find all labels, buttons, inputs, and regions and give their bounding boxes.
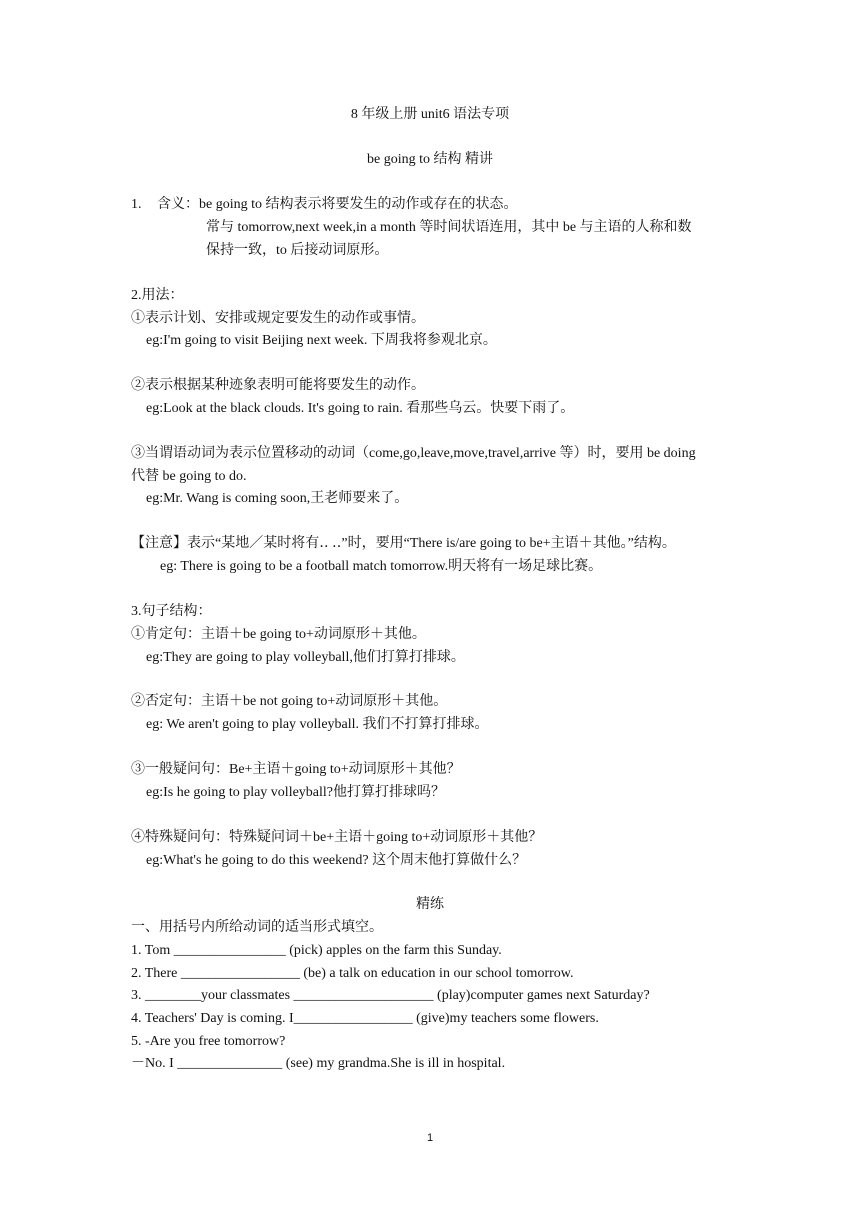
doc-subtitle: be going to 结构 精讲 <box>367 152 493 167</box>
usage3-example: eg:Mr. Wang is coming soon,王老师要来了。 <box>146 491 409 506</box>
section1-note-line1: 常与 tomorrow,next week,in a month 等时间状语连用，其中 be 与主语的人称和数 <box>206 220 692 235</box>
usage2-example: eg:Look at the black clouds. It's going to rain. 看那些乌云。快要下雨了。 <box>146 401 575 416</box>
usage2: ②表示根据某种迹象表明可能将要发生的动作。 <box>131 378 425 393</box>
structure-yesno-question: ③一般疑问句：Be+主语＋going to+动词原形＋其他？ <box>131 762 461 777</box>
usage3-line2: 代替 be going to do. <box>131 469 247 484</box>
exercise-5-answer: －No. I _______________ (see) my grandma.She is ill in hospital. <box>131 1056 506 1071</box>
structure-negative-example: eg: We aren't going to play volleyball. 我们不打算打排球。 <box>146 717 489 732</box>
attention-example: eg: There is going to be a football match tomorrow.明天将有一场足球比赛。 <box>160 559 603 574</box>
practice-instruction: 一、用括号内所给动词的适当形式填空。 <box>131 920 383 935</box>
exercise-4: 4. Teachers' Day is coming. I_________________ (give)my teachers some flowers. <box>131 1011 599 1026</box>
section3-heading: 3.句子结构： <box>131 604 212 619</box>
exercise-3: 3. ________your classmates ____________________ (play)computer games next Saturday? <box>131 988 650 1003</box>
structure-wh-question: ④特殊疑问句：特殊疑问词＋be+主语＋going to+动词原形＋其他？ <box>131 830 543 845</box>
doc-title: 8 年级上册 unit6 语法专项 <box>350 107 510 122</box>
section1-number: 1. <box>131 197 142 212</box>
section1-note-line2: 保持一致，to 后接动词原形。 <box>206 243 389 258</box>
attention-note: 【注意】表示“某地／某时将有‥ ‥”时，要用“There is/are going to be+主语＋其他。”结构。 <box>131 536 676 551</box>
page-number: 1 <box>426 1132 434 1144</box>
structure-negative: ②否定句：主语＋be not going to+动词原形＋其他。 <box>131 694 448 709</box>
usage3-line1: ③当谓语动词为表示位置移动的动词（come,go,leave,move,travel,arrive 等）时，要用 be doing <box>131 446 696 461</box>
structure-wh-example: eg:What's he going to do this weekend? 这个周末他打算做什么？ <box>146 853 527 868</box>
section2-heading: 2.用法： <box>131 288 184 303</box>
structure-affirmative-example: eg:They are going to play volleyball,他们打算打排球。 <box>146 650 465 665</box>
section1-item <box>131 196 518 214</box>
exercise-1: 1. Tom ________________ (pick) apples on the farm this Sunday. <box>131 943 502 958</box>
structure-yesno-example: eg:Is he going to play volleyball?他打算打排球吗？ <box>146 785 446 800</box>
practice-heading: 精练 <box>416 897 444 912</box>
usage1: ①表示计划、安排或规定要发生的动作或事情。 <box>131 311 425 326</box>
section1-text: 含义：be going to 结构表示将要发生的动作或存在的状态。 <box>157 197 518 212</box>
structure-affirmative: ①肯定句：主语＋be going to+动词原形＋其他。 <box>131 627 426 642</box>
usage1-example: eg:I'm going to visit Beijing next week. 下周我将参观北京。 <box>146 333 497 348</box>
exercise-5-question: 5. -Are you free tomorrow? <box>131 1034 286 1049</box>
exercise-2: 2. There _________________ (be) a talk on education in our school tomorrow. <box>131 966 574 981</box>
